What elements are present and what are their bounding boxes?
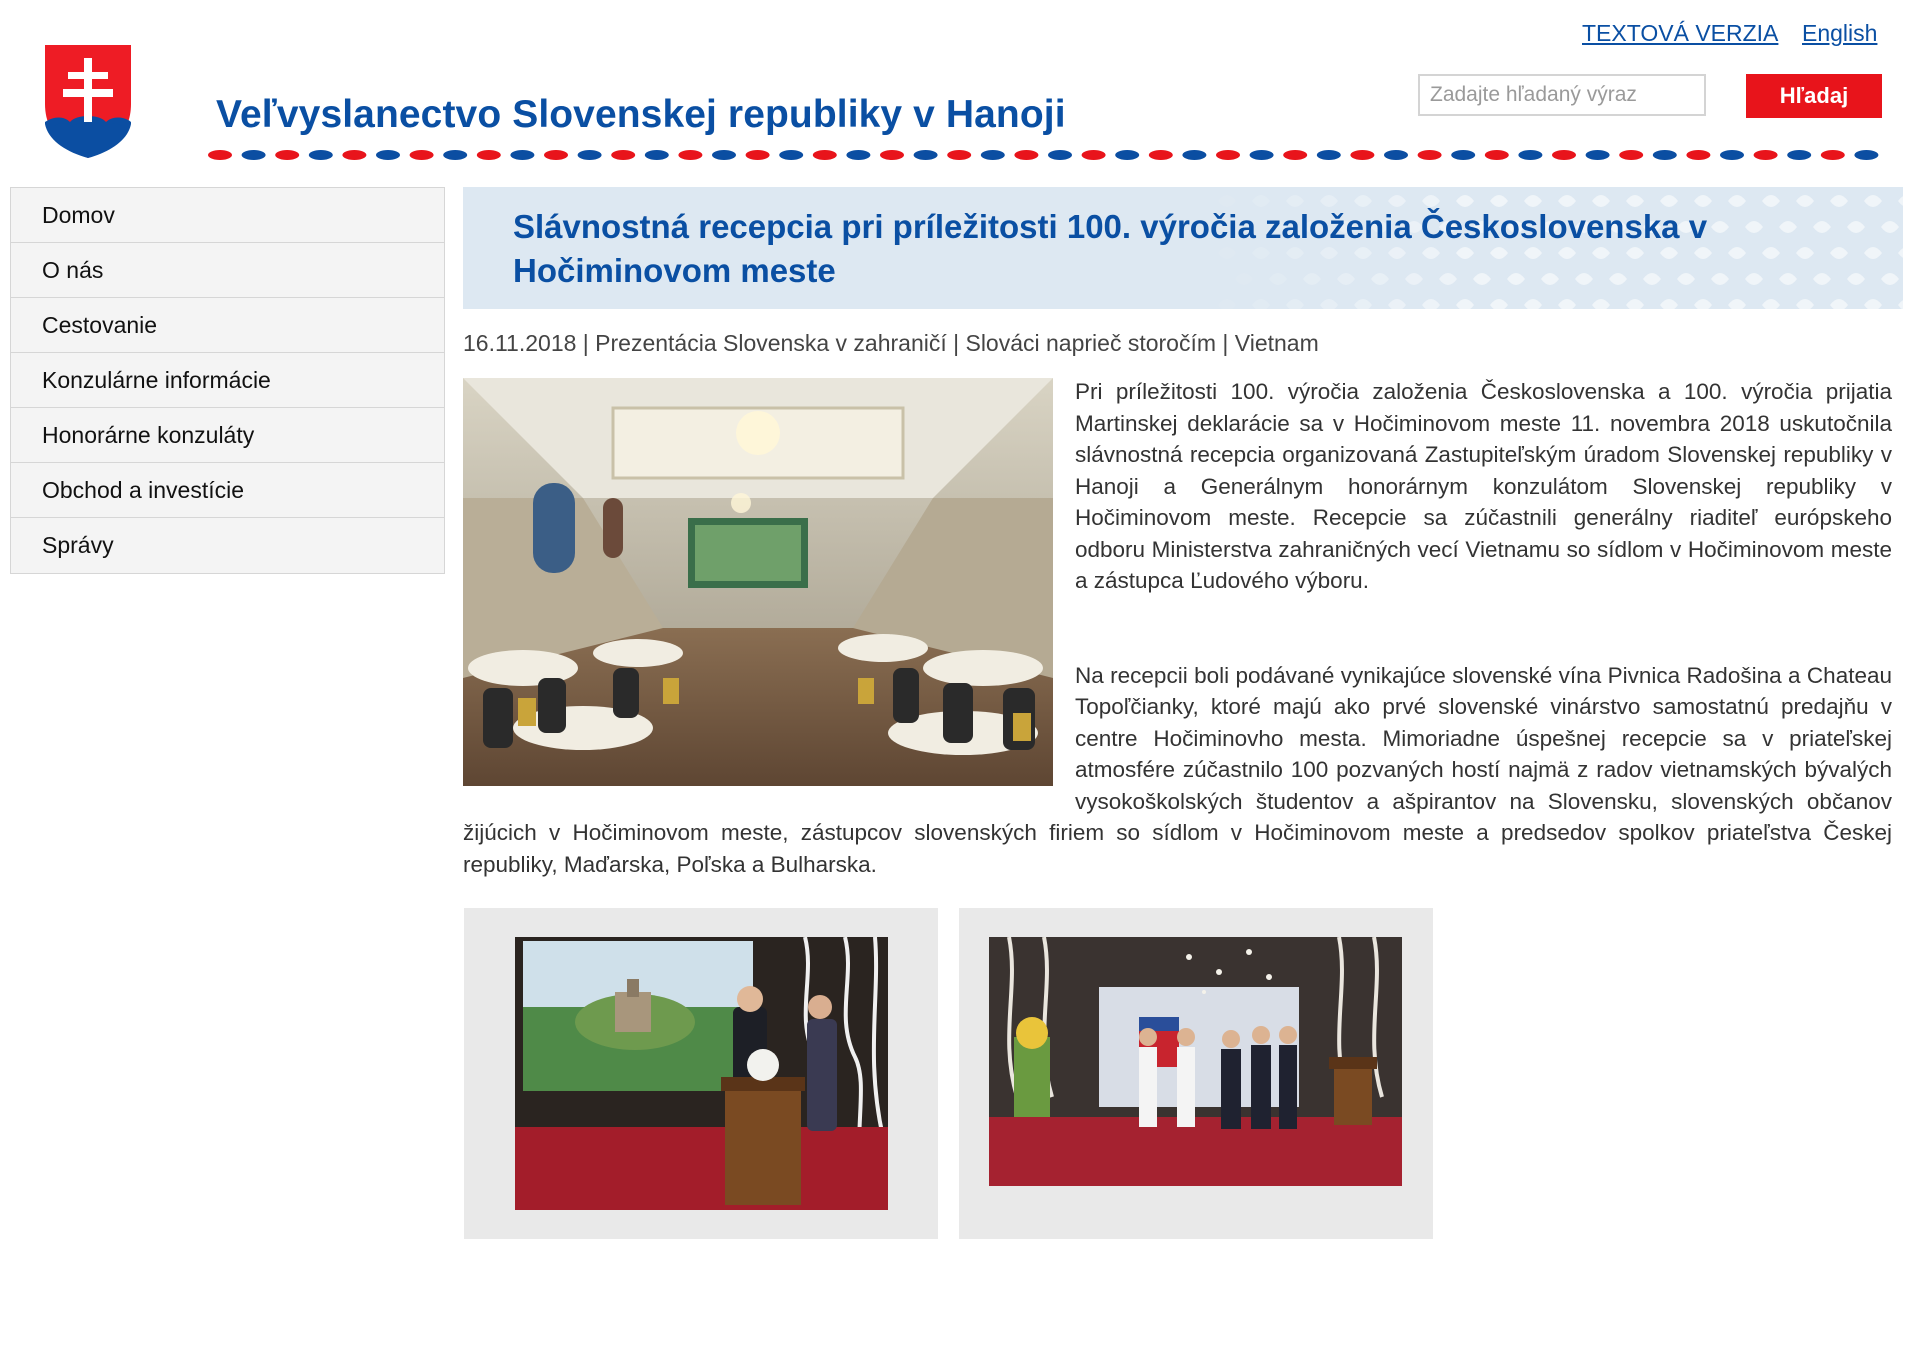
sidebar-item-cestovanie[interactable]: Cestovanie — [11, 298, 444, 353]
sidebar-item-domov[interactable]: Domov — [11, 188, 444, 243]
photo-speakers-at-podium[interactable] — [515, 937, 888, 1210]
decorative-dotted-divider — [206, 148, 1886, 162]
sidebar-item-konzularne-informacie[interactable]: Konzulárne informácie — [11, 353, 444, 408]
sidebar-item-spravy[interactable]: Správy — [11, 518, 444, 573]
gallery-thumb-1[interactable] — [464, 908, 938, 1239]
site-title[interactable]: Veľvyslanectvo Slovenskej republiky v Hanoji — [216, 93, 1066, 136]
sidebar-item-obchod-a-investicie[interactable]: Obchod a investície — [11, 463, 444, 518]
text-version-link[interactable]: TEXTOVÁ VERZIA — [1582, 20, 1779, 46]
sidebar-nav — [10, 187, 445, 574]
article-title: Slávnostná recepcia pri príležitosti 100. výročia založenia Československa v Hočiminovom meste — [513, 208, 1708, 289]
article-paragraph-1: Pri príležitosti 100. výročia založenia Československa a 100. výročia prijatia Martinskej deklarácie sa v Hočiminovom meste 11. novembra 2018 uskutočnila slávnostná recepcia organizovaná Zastupiteľským úradom Slovenskej republiky v Hanoji a Generálnym honorárnym konzulátom Slovenskej republiky v Hočiminovom meste. Recepcie sa zúčastnili generálny riaditeľ európskeho odboru Ministerstva zahraničných vecí Vietnamu so sídlom v Hočiminovom meste a zástupca Ľudového výboru. — [1075, 379, 1892, 593]
search-input[interactable] — [1418, 74, 1706, 116]
article-meta: 16.11.2018 | Prezentácia Slovenska v zahraničí | Slováci naprieč storočím | Vietnam — [463, 330, 1319, 356]
photo-stage-celebration[interactable] — [989, 937, 1402, 1186]
article-title-banner — [463, 187, 1903, 309]
sidebar-item-honorarne-konzulaty[interactable]: Honorárne konzuláty — [11, 408, 444, 463]
article-paragraph-2: Na recepcii boli podávané vynikajúce slovenské vína Pivnica Radošina a Chateau Topoľčianky, ktoré majú ako prvé slovenské vinárstvo samostatnú predajňu v centre Hočiminovho mesta. Mimoriadne úspešnej recepcie sa v priateľskej atmosfére zúčastnilo 100 pozvaných hostí najmä z radov vietnamských bývalých vysokoškolských študentov a ašpirantov na Slovensku, slovenských občanov žijúcich v Hočiminovom meste, zástupcov slovenských firiem so sídlom v Hočiminovom meste a predsedov spolkov priateľstva Českej republiky, Maďarska, Poľska a Bulharska. — [463, 662, 1892, 877]
banquet-hall-photo — [463, 378, 1053, 786]
english-link[interactable]: English — [1802, 20, 1878, 46]
sidebar-item-o-nas[interactable]: O nás — [11, 243, 444, 298]
article-body — [463, 376, 1892, 880]
search-button[interactable]: Hľadaj — [1746, 74, 1882, 118]
gallery-thumb-2[interactable] — [959, 908, 1433, 1239]
coat-of-arms-icon — [42, 42, 134, 160]
